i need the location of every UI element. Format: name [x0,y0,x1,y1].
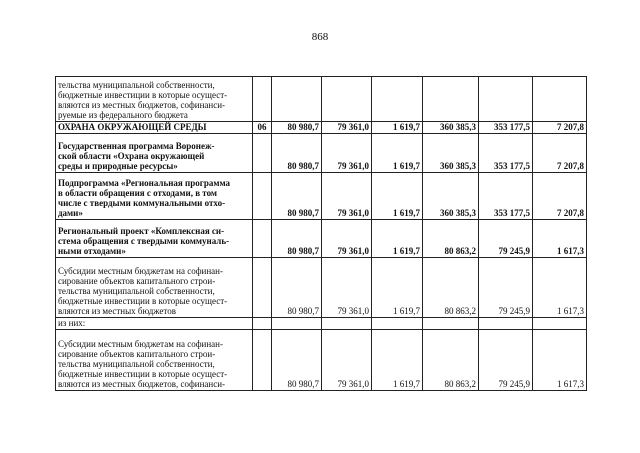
row-value [322,77,372,122]
row-value: 7 207,8 [533,134,587,173]
row-name: Региональный проект «Комплексная си- стема обращения с твердыми коммуналь- ными отходами» [56,220,253,258]
row-value: 360 385,3 [423,134,479,173]
table-row [56,330,587,391]
table-row [56,122,587,134]
row-code [253,134,272,173]
row-value: 1 619,7 [372,220,423,258]
row-value [533,318,587,330]
row-value: 80 980,7 [272,122,322,134]
budget-table [55,76,587,391]
row-value [272,77,322,122]
table-row [56,318,587,330]
row-value: 79 361,0 [322,258,372,318]
row-value: 79 245,9 [479,330,533,391]
row-value: 353 177,5 [479,173,533,220]
row-value [372,318,423,330]
row-value: 360 385,3 [423,122,479,134]
row-value: 1 617,3 [533,330,587,391]
row-code [253,173,272,220]
row-value: 80 980,7 [272,258,322,318]
row-value: 1 619,7 [372,173,423,220]
row-name: Подпрограмма «Региональная программа в области обращения с отходами, в том числе с твердыми коммунальными отхо- дами» [56,173,253,220]
row-value: 7 207,8 [533,122,587,134]
row-code [253,77,272,122]
row-value: 1 619,7 [372,330,423,391]
row-value [533,77,587,122]
table-row [56,134,587,173]
table-row [56,173,587,220]
row-value [322,318,372,330]
page-number: 868 [311,31,329,43]
table-row [56,258,587,318]
row-value [423,318,479,330]
row-name: из них: [56,318,253,330]
row-value: 1 619,7 [372,134,423,173]
row-value: 80 980,7 [272,220,322,258]
row-value: 80 863,2 [423,220,479,258]
row-value: 79 361,0 [322,173,372,220]
row-code [253,330,272,391]
row-value [479,318,533,330]
row-value: 79 245,9 [479,220,533,258]
row-code [253,220,272,258]
row-value [372,77,423,122]
row-value: 80 863,2 [423,258,479,318]
row-value: 79 361,0 [322,122,372,134]
row-value: 7 207,8 [533,173,587,220]
row-value [272,318,322,330]
row-name: ОХРАНА ОКРУЖАЮЩЕЙ СРЕДЫ [56,122,253,134]
row-value: 79 361,0 [322,134,372,173]
row-name: тельства муниципальной собственности, бюджетные инвестиции в которые осущест- вляются из местных бюджетов, софинанси- руемые из федерального бюджета [56,77,253,122]
row-code [253,318,272,330]
row-value: 80 980,7 [272,330,322,391]
row-name: Субсидии местным бюджетам на софинан- сирование объектов капитального строи- тельства муниципальной собственности, бюджетные инвестиции в которые осущест- вляются из местных бюджетов [56,258,253,318]
row-value: 1 617,3 [533,220,587,258]
row-value: 80 863,2 [423,330,479,391]
row-name: Государственная программа Воронеж- ской области «Охрана окружающей среды и природные ресурсы» [56,134,253,173]
row-value: 1 619,7 [372,258,423,318]
row-value: 80 980,7 [272,134,322,173]
row-value: 360 385,3 [423,173,479,220]
row-value: 1 619,7 [372,122,423,134]
row-value [479,77,533,122]
row-name: Субсидии местным бюджетам на софинан- сирование объектов капитального строи- тельства муниципальной собственности, бюджетные инвестиции в которые осущест- вляются из местных бюджетов, софинанси- [56,330,253,391]
row-value: 79 361,0 [322,330,372,391]
row-value: 353 177,5 [479,122,533,134]
row-code: 06 [253,122,272,134]
row-value: 79 361,0 [322,220,372,258]
row-value: 80 980,7 [272,173,322,220]
row-value: 353 177,5 [479,134,533,173]
row-value: 79 245,9 [479,258,533,318]
row-code [253,258,272,318]
row-value: 1 617,3 [533,258,587,318]
table-row [56,220,587,258]
row-value [423,77,479,122]
table-row [56,77,587,122]
